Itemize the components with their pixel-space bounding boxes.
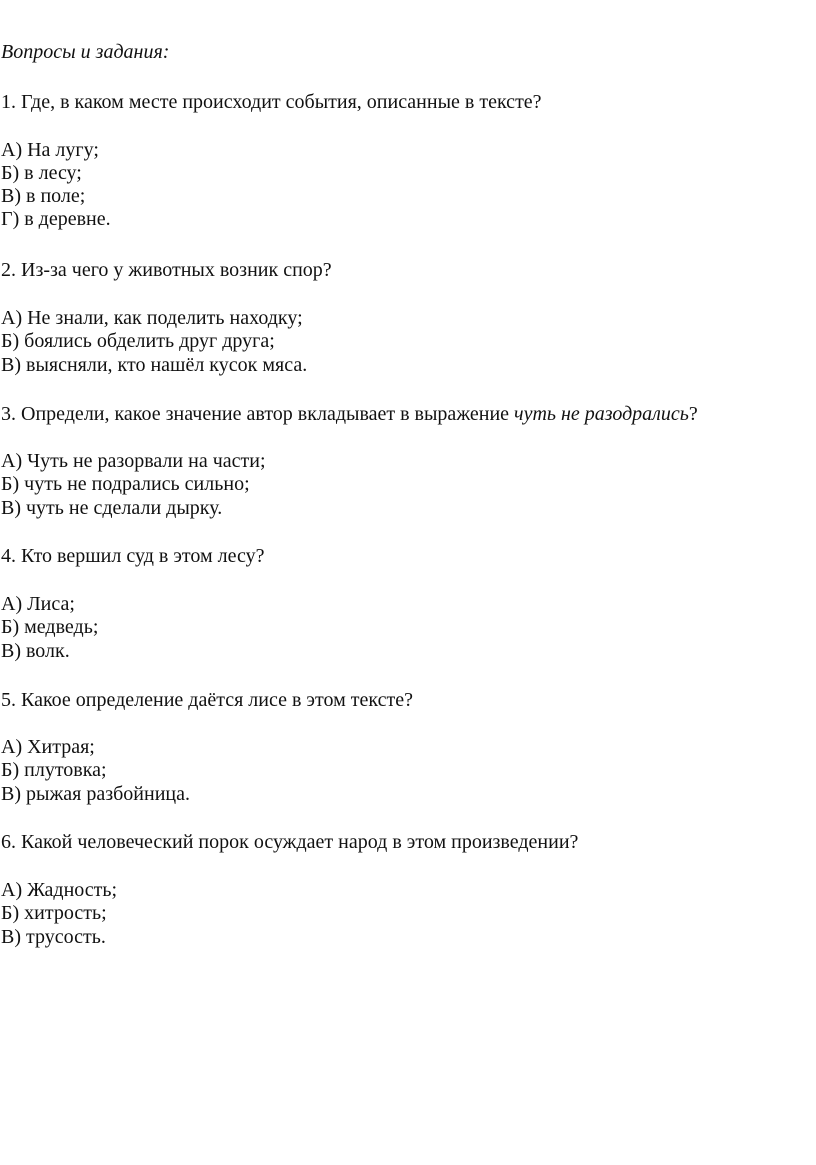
question-6-option-b: Б) хитрость; [1,902,107,924]
question-6-option-c: В) трусость. [1,926,106,948]
question-3-text: 3. Определи, какое значение автор вкладывает в выражение [1,403,515,425]
question-5: 5. Какое определение даётся лисе в этом тексте? [1,689,413,711]
question-4-option-b: Б) медведь; [1,616,99,638]
question-1-option-d: Г) в деревне. [1,208,111,230]
question-5-option-a: А) Хитрая; [1,736,95,758]
question-2-option-b: Б) боялись обделить друг друга; [1,330,275,352]
question-3-option-b: Б) чуть не подрались сильно; [1,473,250,495]
question-3-option-a: А) Чуть не разорвали на части; [1,450,266,472]
question-1-option-c: В) в поле; [1,185,86,207]
question-1-option-a: А) На лугу; [1,139,99,161]
question-2-option-a: А) Не знали, как поделить находку; [1,307,303,329]
question-5-option-b: Б) плутовка; [1,759,107,781]
question-5-option-c: В) рыжая разбойница. [1,783,190,805]
question-4-option-c: В) волк. [1,640,70,662]
question-1-option-b: Б) в лесу; [1,162,82,184]
question-4: 4. Кто вершил суд в этом лесу? [1,545,265,567]
question-6: 6. Какой человеческий порок осуждает народ в этом произведении? [1,831,579,853]
section-heading: Вопросы и задания: [1,41,170,63]
question-3-expression: чуть не разодрались [514,403,689,425]
question-1: 1. Где, в каком месте происходит события, описанные в тексте? [1,91,542,113]
question-3-end: ? [688,403,698,425]
question-3-option-c: В) чуть не сделали дырку. [1,497,223,519]
question-4-option-a: А) Лиса; [1,593,75,615]
question-6-option-a: А) Жадность; [1,879,118,901]
question-3 [1,402,698,426]
question-2-option-c: В) выясняли, кто нашёл кусок мяса. [1,354,308,376]
question-2: 2. Из-за чего у животных возник спор? [1,259,332,281]
